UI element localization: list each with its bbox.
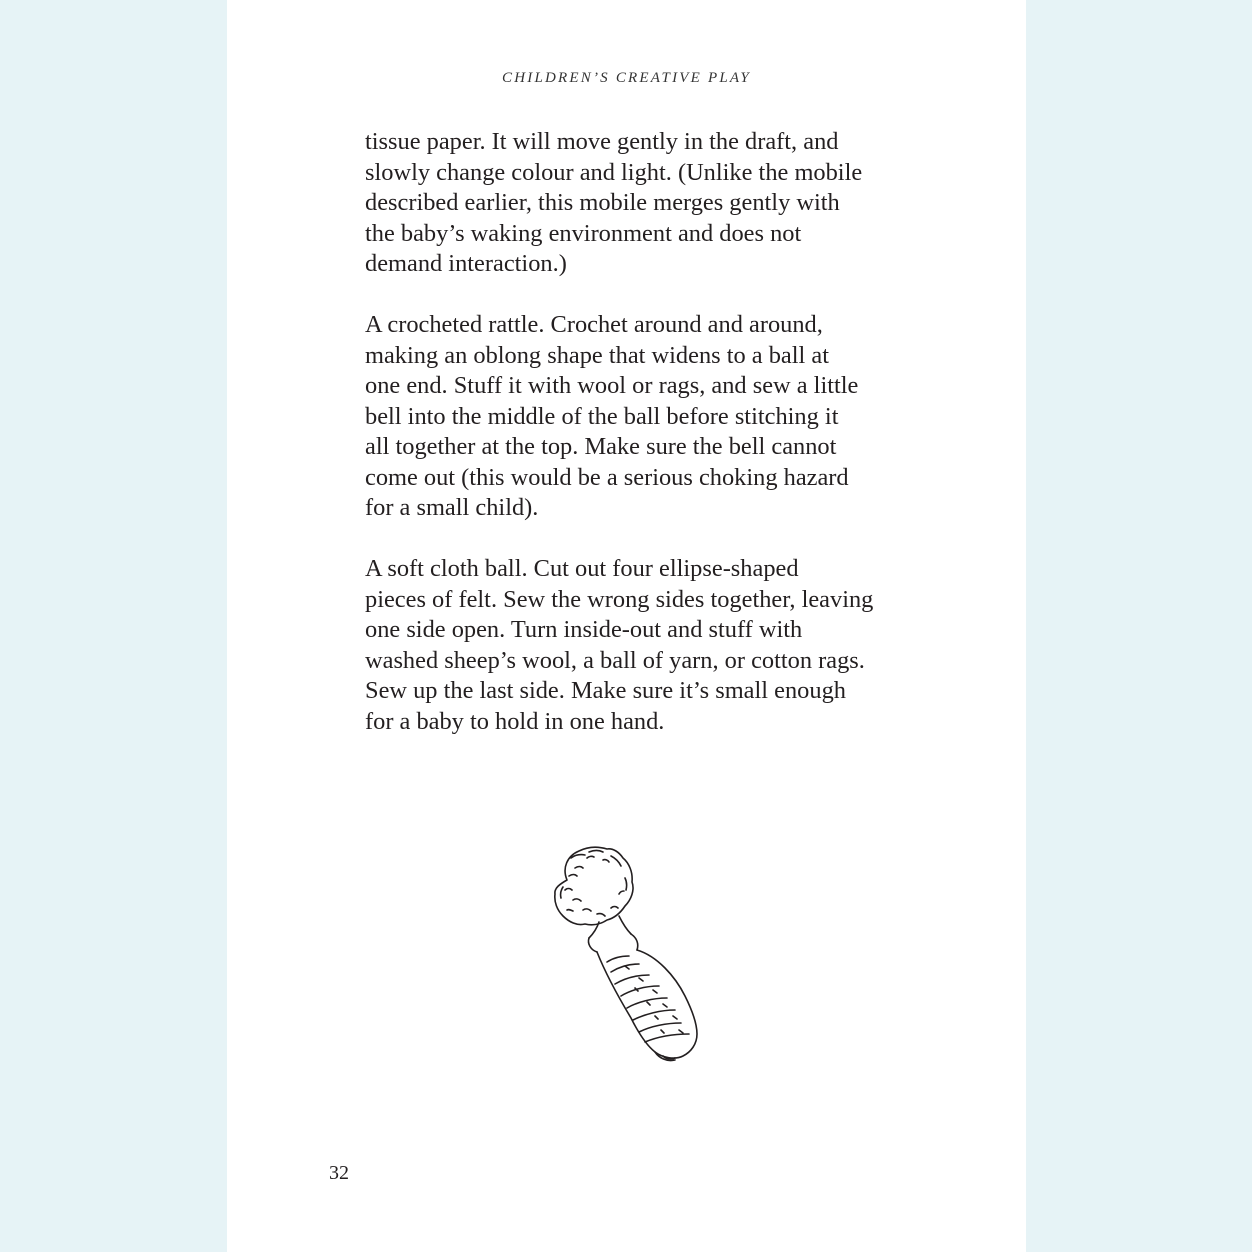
text-line: described earlier, this mobile merges gently with bbox=[365, 189, 840, 216]
text-line: one end. Stuff it with wool or rags, and sew a little bbox=[365, 372, 859, 399]
book-page bbox=[227, 0, 1026, 1252]
crocheted-rattle-illustration bbox=[527, 838, 727, 1070]
text-line: bell into the middle of the ball before stitching it bbox=[365, 402, 839, 430]
body-text bbox=[365, 127, 885, 768]
text-line: one side open. Turn inside-out and stuff with bbox=[365, 616, 803, 643]
text-line: A crocheted rattle. Crochet around and around, bbox=[365, 311, 823, 338]
page-number: 32 bbox=[329, 1162, 349, 1184]
text-line: slowly change colour and light. (Unlike the mobile bbox=[365, 158, 863, 186]
text-line: demand interaction.) bbox=[365, 250, 567, 277]
text-line: come out (this would be a serious choking hazard bbox=[365, 463, 849, 491]
text-line: for a baby to hold in one hand. bbox=[365, 707, 665, 735]
text-line: tissue paper. It will move gently in the draft, and bbox=[365, 128, 839, 155]
text-line: Sew up the last side. Make sure it’s small enough bbox=[365, 677, 846, 704]
text-line: the baby’s waking environment and does not bbox=[365, 219, 802, 247]
text-line: for a small child). bbox=[365, 494, 539, 521]
paragraph-mobile bbox=[365, 127, 885, 280]
text-line: making an oblong shape that widens to a ball at bbox=[365, 341, 829, 369]
text-line: pieces of felt. Sew the wrong sides together, leaving bbox=[365, 585, 874, 613]
paragraph-crocheted-rattle bbox=[365, 310, 885, 524]
paragraph-soft-cloth-ball bbox=[365, 554, 885, 737]
text-line: all together at the top. Make sure the bell cannot bbox=[365, 433, 837, 460]
text-line: washed sheep’s wool, a ball of yarn, or cotton rags. bbox=[365, 646, 865, 674]
running-head: CHILDREN’S CREATIVE PLAY bbox=[502, 70, 751, 86]
text-line: A soft cloth ball. Cut out four ellipse-shaped bbox=[365, 555, 799, 582]
